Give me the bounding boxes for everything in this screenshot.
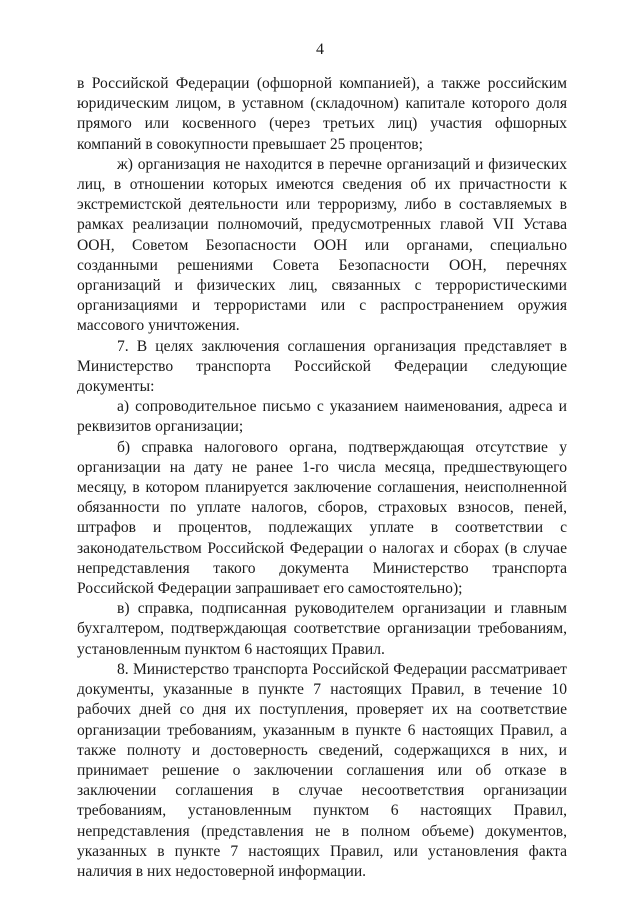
paragraph-item-v: в) справка, подписанная руководителем организации и главным бухгалтером, подтверждающая соответствие организации требованиям, установленным пунктом 6 настоящих Правил. xyxy=(77,600,567,658)
paragraph-offshore-continuation: в Российской Федерации (офшорной компанией), а также российским юридическим лицом, в уставном (складочном) капитале которого доля прямого или косвенного (через третьих лиц) участия офшорных компаний в совокупности превышает 25 процентов; xyxy=(77,75,567,153)
document-body xyxy=(77,74,567,882)
page-number: 4 xyxy=(316,41,324,58)
paragraph-clause-8: 8. Министерство транспорта Российской Федерации рассматривает документы, указанные в пункте 7 настоящих Правил, в течение 10 рабочих дней со дня их поступления, проверяет их на соответствие организации требованиям, указанным в пункте 6 настоящих Правил, а также полноту и достоверность сведений, содержащихся в них, и принимает решение о заключении соглашения или об отказе в заключении соглашения в случае несоответствия организации требованиям, установленным пунктом 6 настоящих Правил, непредставления (представления не в полном объеме) документов, указанных в пункте 7 настоящих Правил, или установления факта наличия в них недостоверной информации. xyxy=(77,660,567,880)
paragraph-clause-7: 7. В целях заключения соглашения организация представляет в Министерство транспорта Российской Федерации следующие документы: xyxy=(77,337,567,396)
paragraph-item-zh: ж) организация не находится в перечне организаций и физических лиц, в отношении которых имеются сведения об их причастности к экстремистской деятельности или терроризму, либо в составляемых в рамках реализации полномочий, предусмотренных главой VII Устава ООН, Советом Безопасности ООН или органами, специально созданными решениями Совета Безопасности ООН, перечнях организаций и физических лиц, связанных с террористическими организациями и террористами или с распространением оружия массового уничтожения. xyxy=(77,155,567,335)
paragraph-item-b: б) справка налогового органа, подтверждающая отсутствие у организации на дату не ранее 1-го числа месяца, предшествующего месяцу, в котором планируется заключение соглашения, неисполненной обязанности по уплате налогов, сборов, страховых взносов, пеней, штрафов и процентов, подлежащих уплате в соответствии с законодательством Российской Федерации о налогах и сборах (в случае непредставления такого документа Министерство транспорта Российской Федерации запрашивает его самостоятельно); xyxy=(77,438,567,598)
paragraph-item-a: а) сопроводительное письмо с указанием наименования, адреса и реквизитов организации; xyxy=(77,398,567,436)
